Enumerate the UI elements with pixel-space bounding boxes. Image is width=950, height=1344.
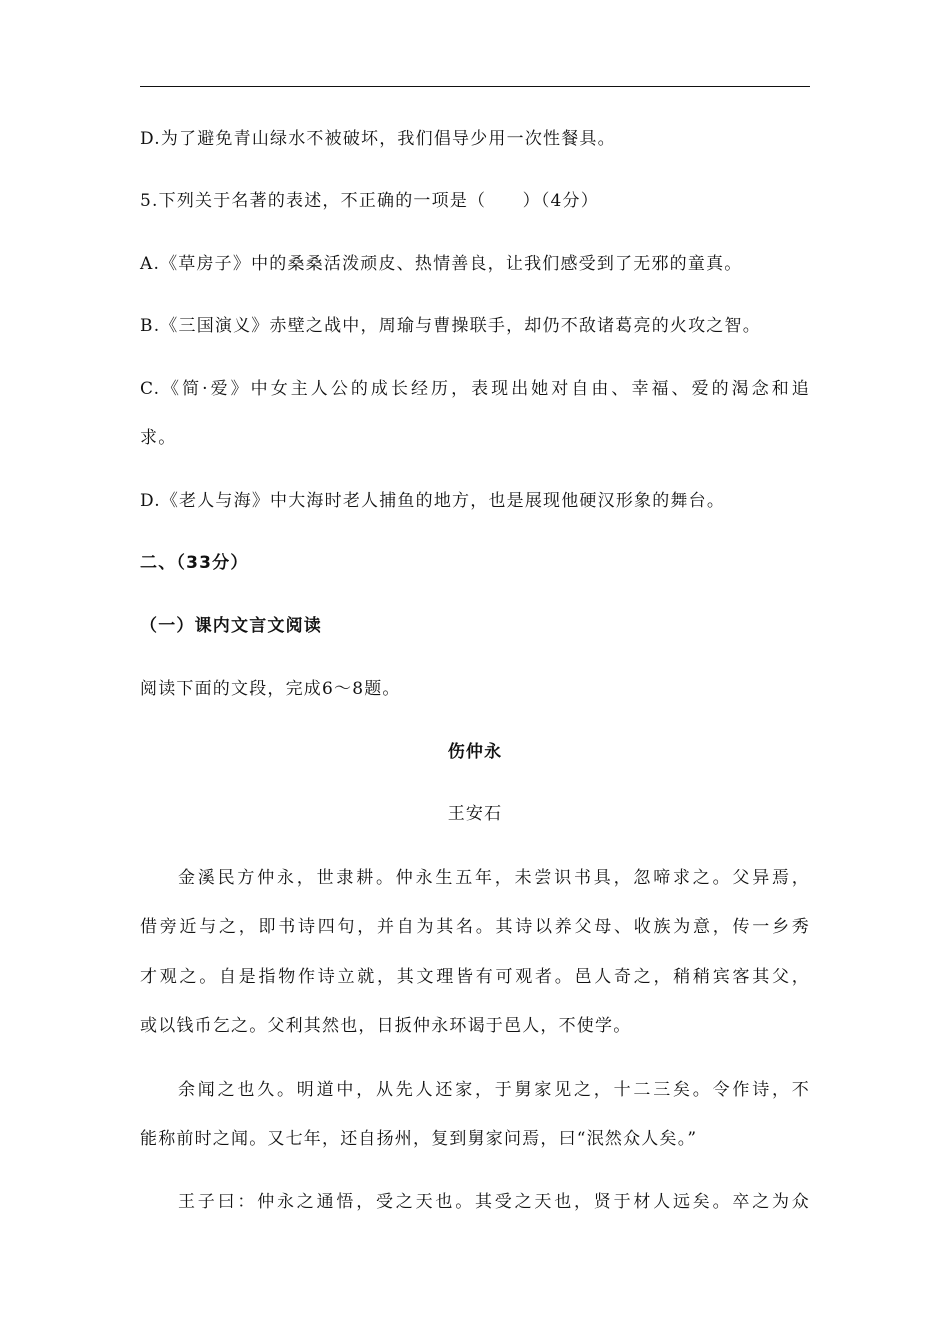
- option-c-q5-line1: C.《简·爱》中女主人公的成长经历，表现出她对自由、幸福、爱的渴念和追: [140, 379, 810, 399]
- option-c-q5-line2: 求。: [140, 428, 177, 448]
- subsection-heading: （一）课内文言文阅读: [140, 616, 322, 636]
- paragraph-1-line3: 才观之。自是指物作诗立就，其文理皆有可观者。邑人奇之，稍稍宾客其父，: [140, 967, 810, 987]
- paragraph-2-line1: 余闻之也久。明道中，从先人还家，于舅家见之，十二三矣。令作诗，不: [178, 1080, 810, 1100]
- option-d-q5: D.《老人与海》中大海时老人捕鱼的地方，也是展现他硬汉形象的舞台。: [140, 491, 726, 511]
- option-a-q5: A.《草房子》中的桑桑活泼顽皮、热情善良，让我们感受到了无邪的童真。: [140, 254, 743, 274]
- essay-author: 王安石: [447, 804, 503, 824]
- paragraph-3-line1: 王子曰：仲永之通悟，受之天也。其受之天也，贤于材人远矣。卒之为众: [178, 1192, 810, 1212]
- option-d-q4: D.为了避免青山绿水不被破坏，我们倡导少用一次性餐具。: [140, 129, 616, 149]
- paragraph-1-line2: 借旁近与之，即书诗四句，并自为其名。其诗以养父母、收族为意，传一乡秀: [140, 917, 810, 937]
- paragraph-1-line4: 或以钱币乞之。父利其然也，日扳仲永环谒于邑人，不使学。: [140, 1016, 632, 1036]
- header-rule: [140, 86, 810, 87]
- question-5: 5.下列关于名著的表述，不正确的一项是（ ）（4分）: [140, 191, 599, 211]
- paragraph-1-line1: 金溪民方仲永，世隶耕。仲永生五年，未尝识书具，忽啼求之。父异焉，: [178, 868, 810, 888]
- essay-title: 伤仲永: [447, 742, 503, 762]
- section-heading: 二、（33分）: [140, 553, 249, 573]
- option-b-q5: B.《三国演义》赤壁之战中，周瑜与曹操联手，却仍不敌诸葛亮的火攻之智。: [140, 316, 761, 336]
- reading-instruction: 阅读下面的文段，完成6～8题。: [140, 679, 401, 699]
- paragraph-2-line2: 能称前时之闻。又七年，还自扬州，复到舅家问焉，曰“泯然众人矣。”: [140, 1129, 698, 1149]
